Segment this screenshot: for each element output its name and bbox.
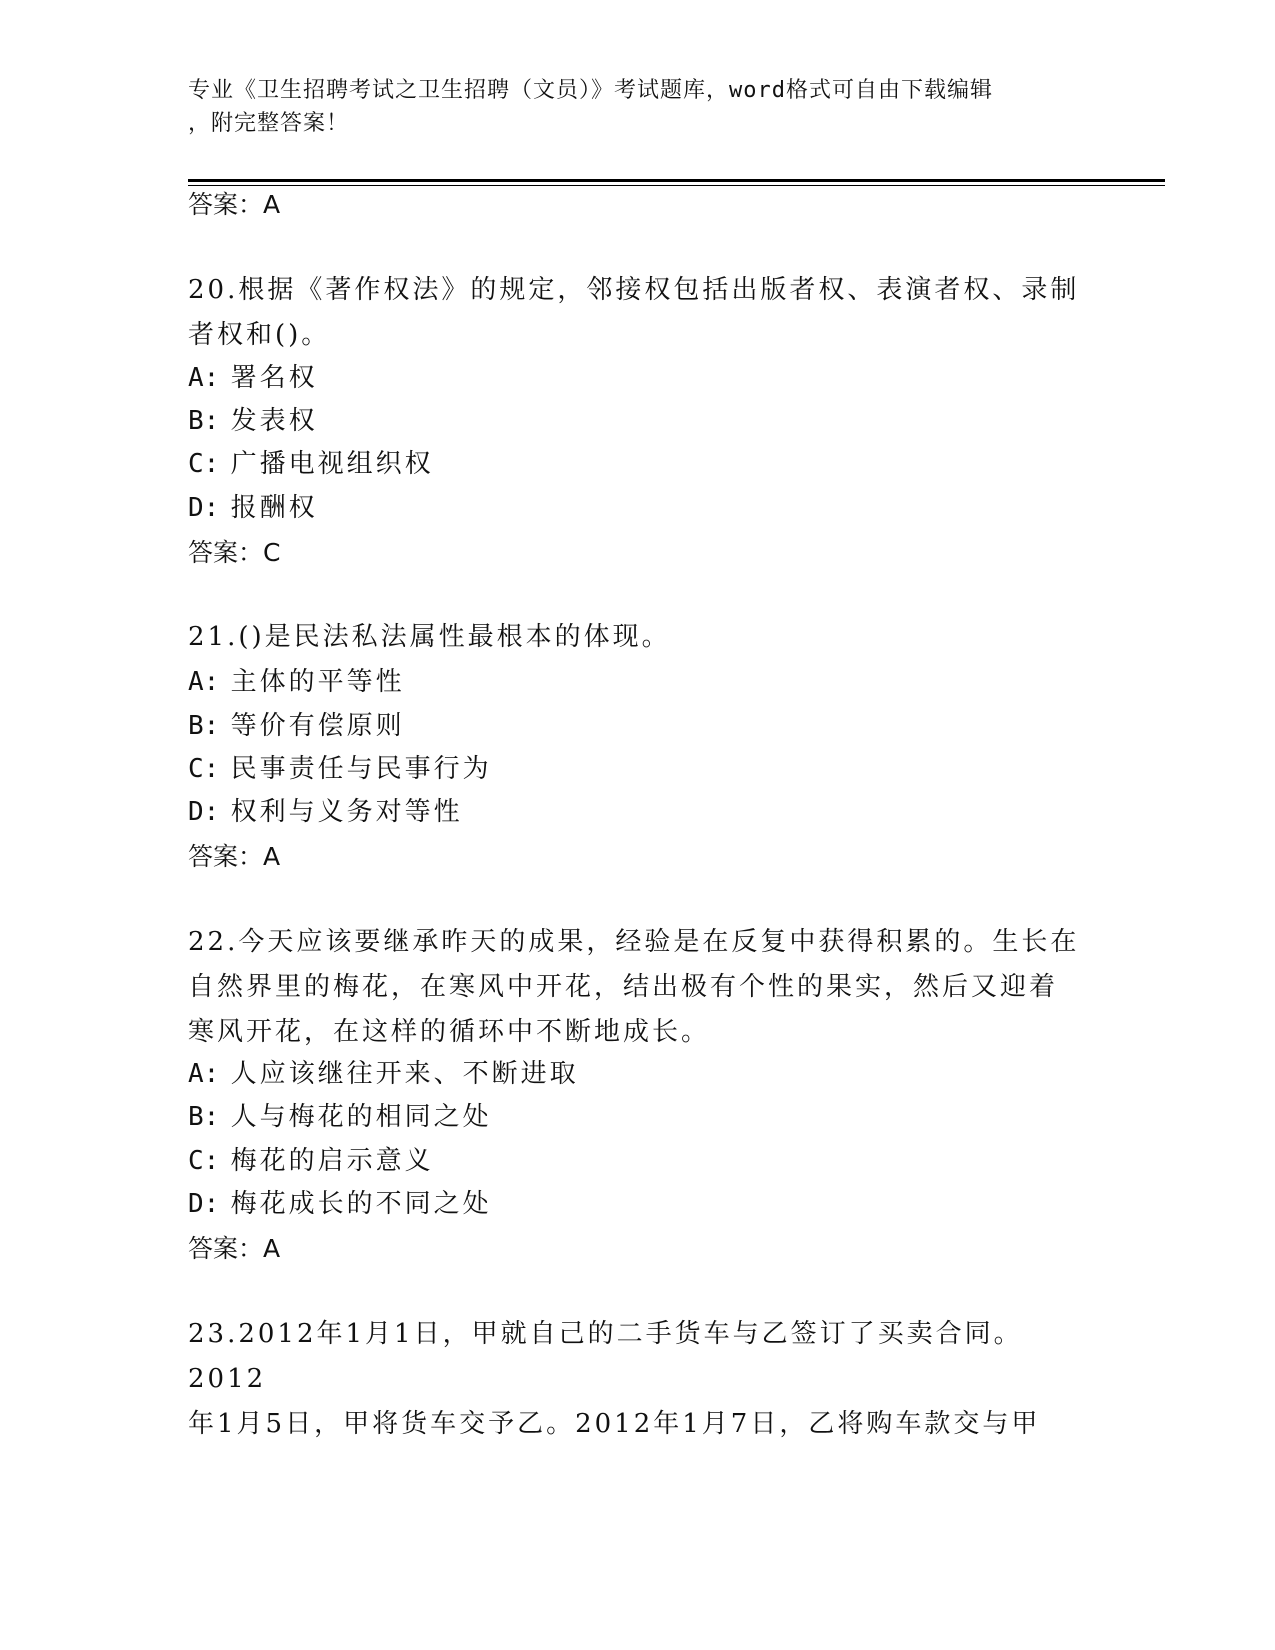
option-text: 主体的平等性 (230, 667, 405, 697)
option-letter: A: (188, 1059, 220, 1089)
header-line-1: 专业《卫生招聘考试之卫生招聘（文员）》考试题库，word格式可自由下载编辑 (188, 78, 993, 103)
option-letter: C: (188, 1146, 220, 1176)
question-22-option-d (188, 1189, 492, 1219)
option-text: 报酬权 (230, 493, 318, 523)
option-text: 人与梅花的相同之处 (230, 1102, 492, 1132)
question-22-option-a (188, 1059, 579, 1089)
option-text: 署名权 (230, 363, 318, 393)
answer-19: 答案：A (188, 190, 281, 219)
question-22-text (188, 920, 1088, 1055)
option-text: 权利与义务对等性 (230, 797, 463, 827)
page-header (188, 74, 1088, 140)
question-21-text (188, 615, 1088, 660)
option-letter: D: (188, 493, 220, 523)
option-text: 发表权 (230, 406, 318, 436)
question-20-line-1: 20.根据《著作权法》的规定，邻接权包括出版者权、表演者权、录制 (188, 275, 1080, 305)
question-22-line-2: 自然界里的梅花，在寒风中开花，结出极有个性的果实，然后又迎着 (188, 972, 1059, 1002)
question-20-line-2: 者权和()。 (188, 320, 331, 350)
option-letter: B: (188, 406, 220, 436)
option-letter: C: (188, 754, 220, 784)
question-23-line-2: 年1月5日，甲将货车交予乙。2012年1月7日，乙将购车款交与甲 (188, 1409, 1041, 1439)
question-21-option-c (188, 754, 492, 784)
option-letter: C: (188, 449, 220, 479)
option-text: 民事责任与民事行为 (230, 754, 492, 784)
question-20-text (188, 268, 1088, 358)
option-text: 梅花成长的不同之处 (230, 1189, 492, 1219)
question-21-option-a (188, 667, 405, 697)
option-letter: B: (188, 711, 220, 741)
question-21-option-d (188, 797, 463, 827)
answer-22: 答案：A (188, 1234, 281, 1263)
question-20-option-a (188, 363, 318, 393)
question-20-option-d (188, 493, 318, 523)
option-text: 等价有偿原则 (230, 711, 405, 741)
answer-21: 答案：A (188, 842, 281, 871)
question-21-line-1: 21.()是民法私法属性最根本的体现。 (188, 622, 671, 652)
question-23-text (188, 1312, 1088, 1447)
question-20-option-b (188, 406, 318, 436)
question-20-option-c (188, 449, 434, 479)
option-letter: A: (188, 667, 220, 697)
question-22-option-b (188, 1102, 492, 1132)
header-rule-thin (188, 185, 1165, 186)
question-21-option-b (188, 711, 405, 741)
option-letter: D: (188, 797, 220, 827)
header-rule-thick (188, 179, 1165, 182)
header-line-2: ，附完整答案！ (188, 111, 350, 136)
option-letter: D: (188, 1189, 220, 1219)
option-letter: B: (188, 1102, 220, 1132)
option-text: 人应该继往开来、不断进取 (230, 1059, 579, 1089)
question-22-option-c (188, 1146, 434, 1176)
question-22-line-1: 22.今天应该要继承昨天的成果，经验是在反复中获得积累的。生长在 (188, 927, 1080, 957)
option-letter: A: (188, 363, 220, 393)
answer-20: 答案：C (188, 538, 281, 567)
option-text: 梅花的启示意义 (230, 1146, 434, 1176)
option-text: 广播电视组织权 (230, 449, 434, 479)
question-23-line-1: 23.2012年1月1日，甲就自己的二手货车与乙签订了买卖合同。2012 (188, 1319, 1023, 1394)
question-22-line-3: 寒风开花，在这样的循环中不断地成长。 (188, 1017, 711, 1047)
